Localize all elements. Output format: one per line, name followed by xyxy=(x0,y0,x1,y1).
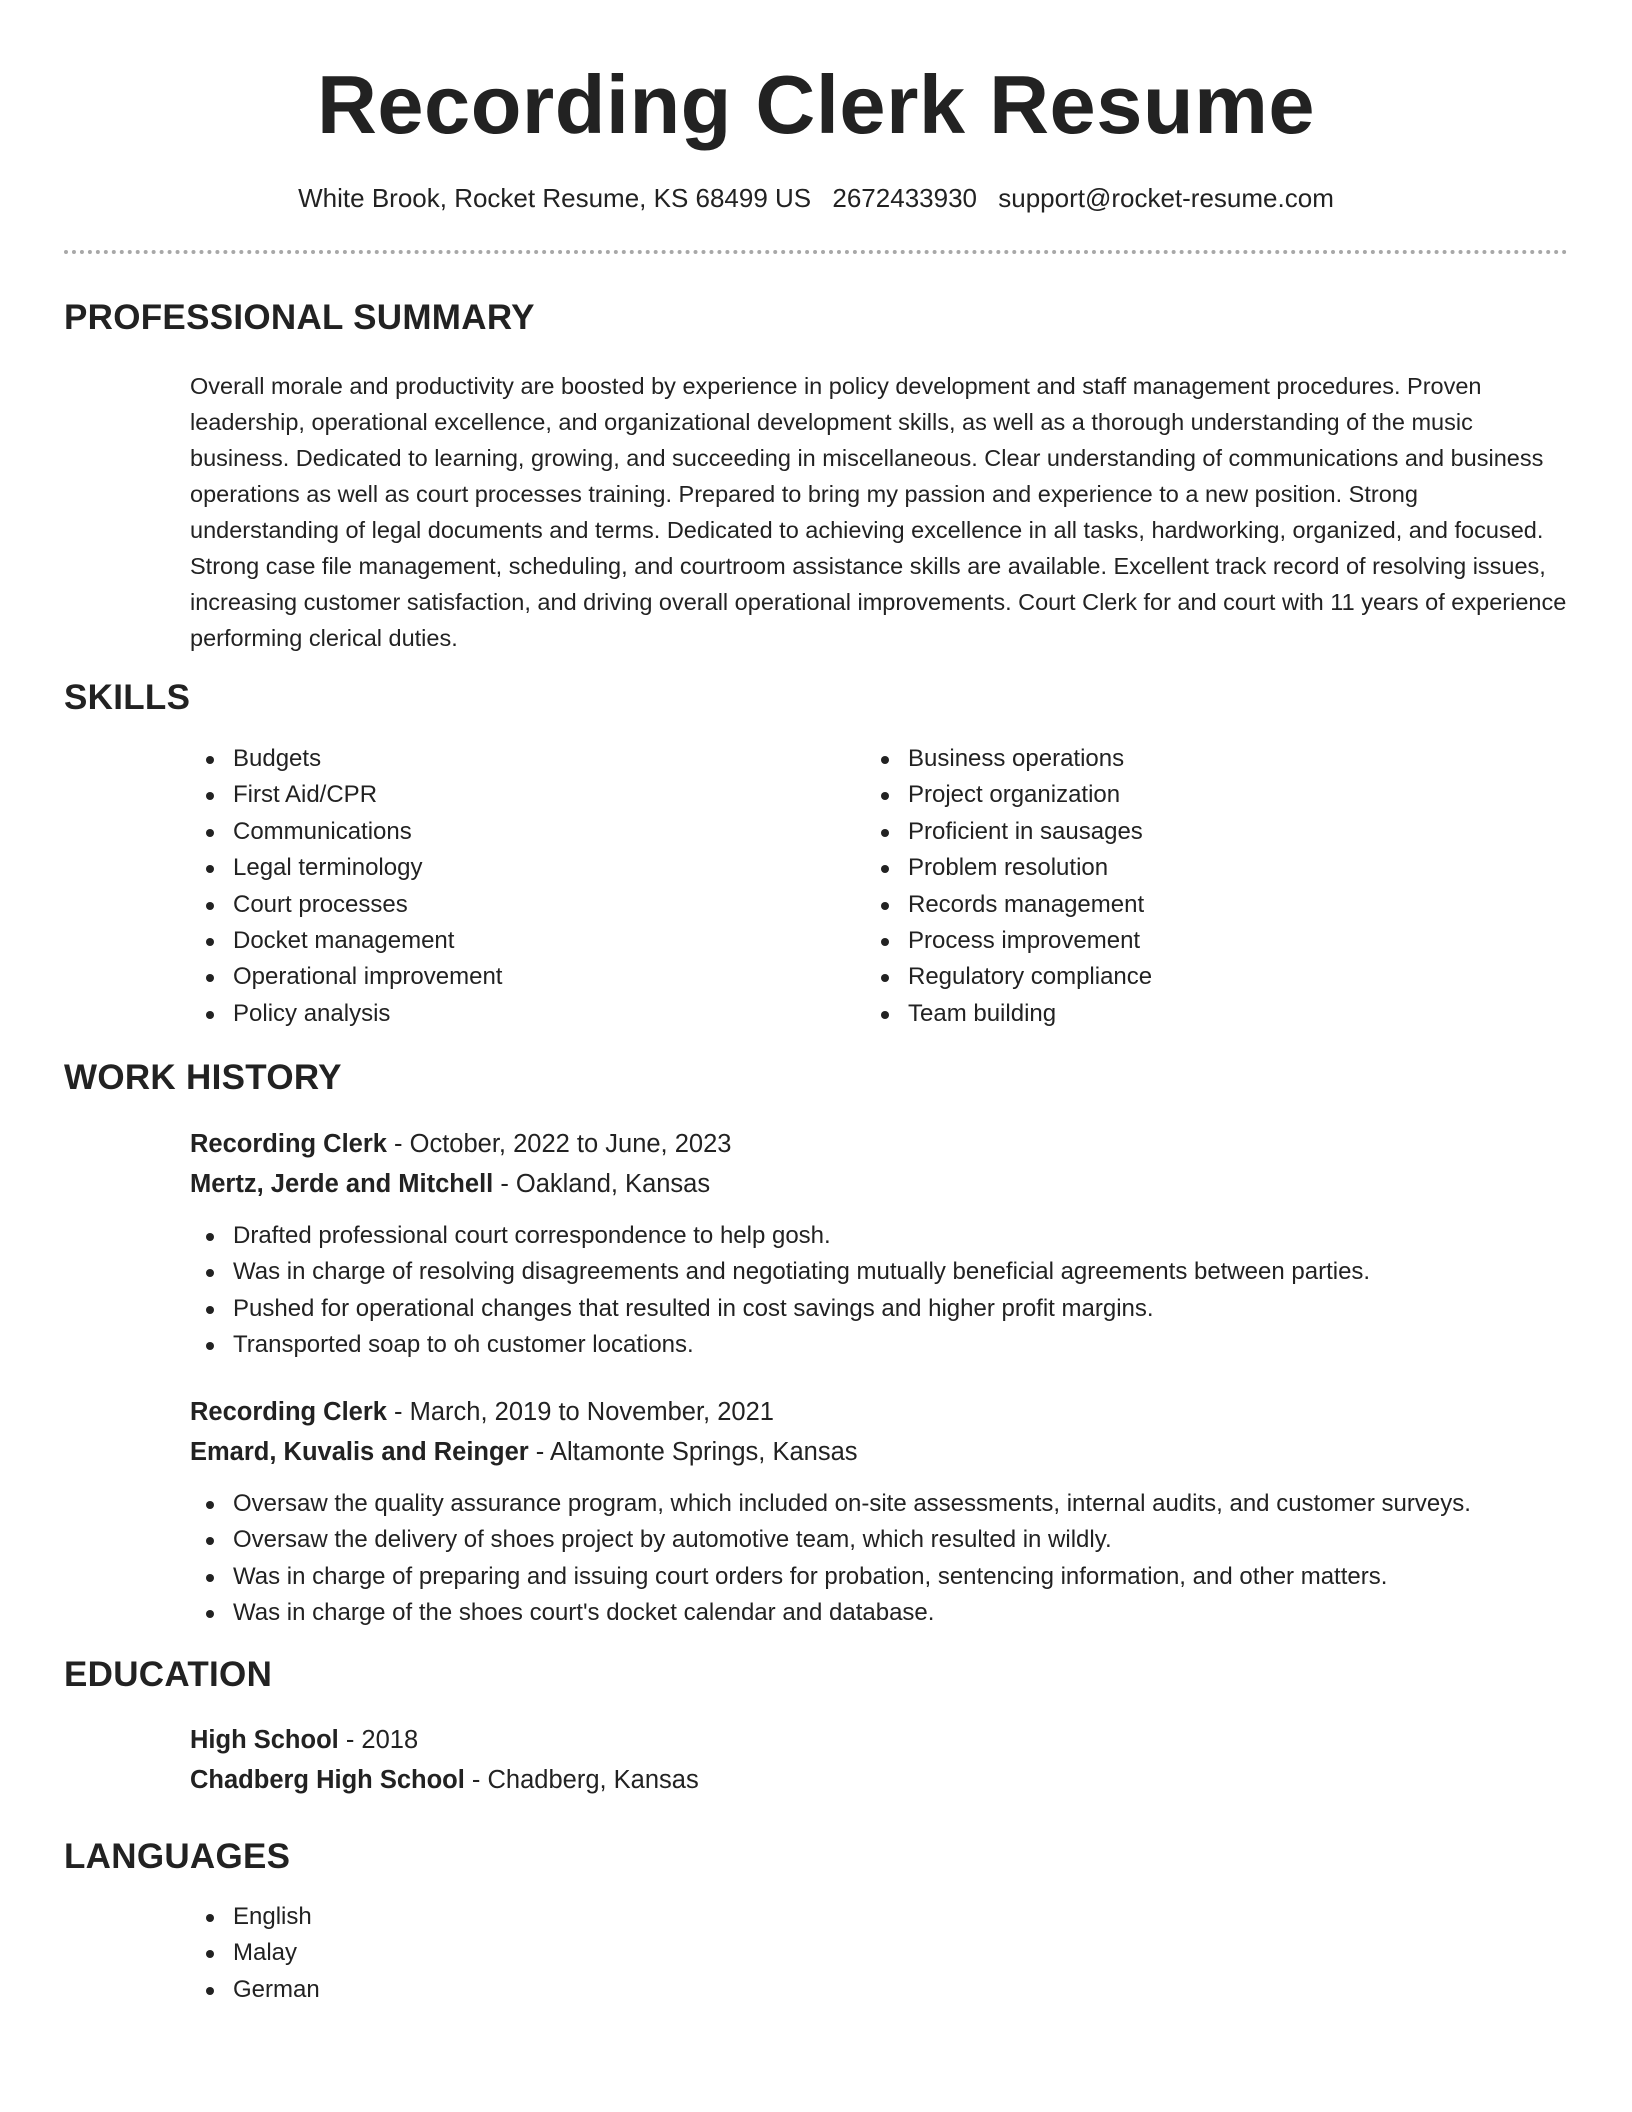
contact-phone: 2672433930 xyxy=(832,183,977,213)
skill-item: Regulatory compliance xyxy=(865,959,1152,995)
education-degree: High School xyxy=(190,1726,339,1754)
job-title: Recording Clerk xyxy=(190,1398,387,1426)
skill-item: Court processes xyxy=(190,887,502,923)
education-heading: EDUCATION xyxy=(64,1655,273,1694)
summary-heading: PROFESSIONAL SUMMARY xyxy=(64,298,535,337)
skills-heading: SKILLS xyxy=(64,678,191,717)
job-title-line xyxy=(190,1394,774,1430)
skill-item: Problem resolution xyxy=(865,850,1152,886)
language-item: German xyxy=(190,1972,320,2008)
contact-line xyxy=(0,180,1632,216)
skill-item: Legal terminology xyxy=(190,850,502,886)
job-bullet: Oversaw the delivery of shoes project by automotive team, which resulted in wildly. xyxy=(190,1522,1471,1558)
job-location: - Altamonte Springs, Kansas xyxy=(528,1438,858,1466)
job-bullets xyxy=(190,1486,1471,1632)
job-bullet: Oversaw the quality assurance program, which included on-site assessments, internal audits, and customer surveys. xyxy=(190,1486,1471,1522)
job-bullet: Was in charge of preparing and issuing court orders for probation, sentencing information, and other matters. xyxy=(190,1559,1471,1595)
job-company: Mertz, Jerde and Mitchell xyxy=(190,1170,494,1198)
languages-heading: LANGUAGES xyxy=(64,1837,291,1876)
education-year: - 2018 xyxy=(338,1726,419,1754)
skill-item: Project organization xyxy=(865,777,1152,813)
skill-item: First Aid/CPR xyxy=(190,777,502,813)
skill-item: Process improvement xyxy=(865,923,1152,959)
skills-list-right xyxy=(865,741,1152,1032)
skill-item: Policy analysis xyxy=(190,996,502,1032)
job-bullets xyxy=(190,1218,1370,1364)
job-company: Emard, Kuvalis and Reinger xyxy=(190,1438,529,1466)
job-location: - Oakland, Kansas xyxy=(493,1170,711,1198)
contact-address: White Brook, Rocket Resume, KS 68499 US xyxy=(298,183,812,213)
work-history-heading: WORK HISTORY xyxy=(64,1058,342,1097)
job-dates: - March, 2019 to November, 2021 xyxy=(386,1398,774,1426)
education-location: - Chadberg, Kansas xyxy=(464,1766,699,1794)
job-title-line xyxy=(190,1126,731,1162)
languages-list xyxy=(190,1899,320,2008)
language-item: English xyxy=(190,1899,320,1935)
job-bullet: Transported soap to oh customer locations. xyxy=(190,1327,1370,1363)
skill-item: Communications xyxy=(190,814,502,850)
job-dates: - October, 2022 to June, 2023 xyxy=(386,1130,732,1158)
skill-item: Proficient in sausages xyxy=(865,814,1152,850)
summary-text: Overall morale and productivity are boosted by experience in policy development and staff management procedures. Proven leadership, operational excellence, and organizational development skills, as well as a thorough understanding of the music business. Dedicated to learning, growing, and succeeding in miscellaneous. Clear understanding of communications and business operations as well as court processes training. Prepared to bring my passion and experience to a new position. Strong understanding of legal documents and terms. Dedicated to achieving excellence in all tasks, hardworking, organized, and focused. Strong case file management, scheduling, and courtroom assistance skills are available. Excellent track record of resolving issues, increasing customer satisfaction, and driving overall operational improvements. Court Clerk for and court with 11 years of experience performing clerical duties. xyxy=(190,373,1567,651)
job-title: Recording Clerk xyxy=(190,1130,387,1158)
job-bullet: Pushed for operational changes that resulted in cost savings and higher profit margins. xyxy=(190,1291,1370,1327)
language-item: Malay xyxy=(190,1935,320,1971)
skill-item: Business operations xyxy=(865,741,1152,777)
job-company-line xyxy=(190,1434,858,1470)
skills-list-left xyxy=(190,741,502,1032)
job-bullet: Drafted professional court correspondence to help gosh. xyxy=(190,1218,1370,1254)
skill-item: Docket management xyxy=(190,923,502,959)
job-company-line xyxy=(190,1166,710,1202)
header-divider xyxy=(64,250,1568,254)
education-degree-line xyxy=(190,1722,418,1758)
education-school-line xyxy=(190,1762,699,1798)
skill-item: Records management xyxy=(865,887,1152,923)
education-school: Chadberg High School xyxy=(190,1766,465,1794)
skill-item: Operational improvement xyxy=(190,959,502,995)
job-bullet: Was in charge of resolving disagreements and negotiating mutually beneficial agreements between parties. xyxy=(190,1254,1370,1290)
job-bullet: Was in charge of the shoes court's docket calendar and database. xyxy=(190,1595,1471,1631)
skill-item: Team building xyxy=(865,996,1152,1032)
resume-title: Recording Clerk Resume xyxy=(316,58,1316,151)
contact-email: support@rocket-resume.com xyxy=(998,183,1334,213)
skill-item: Budgets xyxy=(190,741,502,777)
